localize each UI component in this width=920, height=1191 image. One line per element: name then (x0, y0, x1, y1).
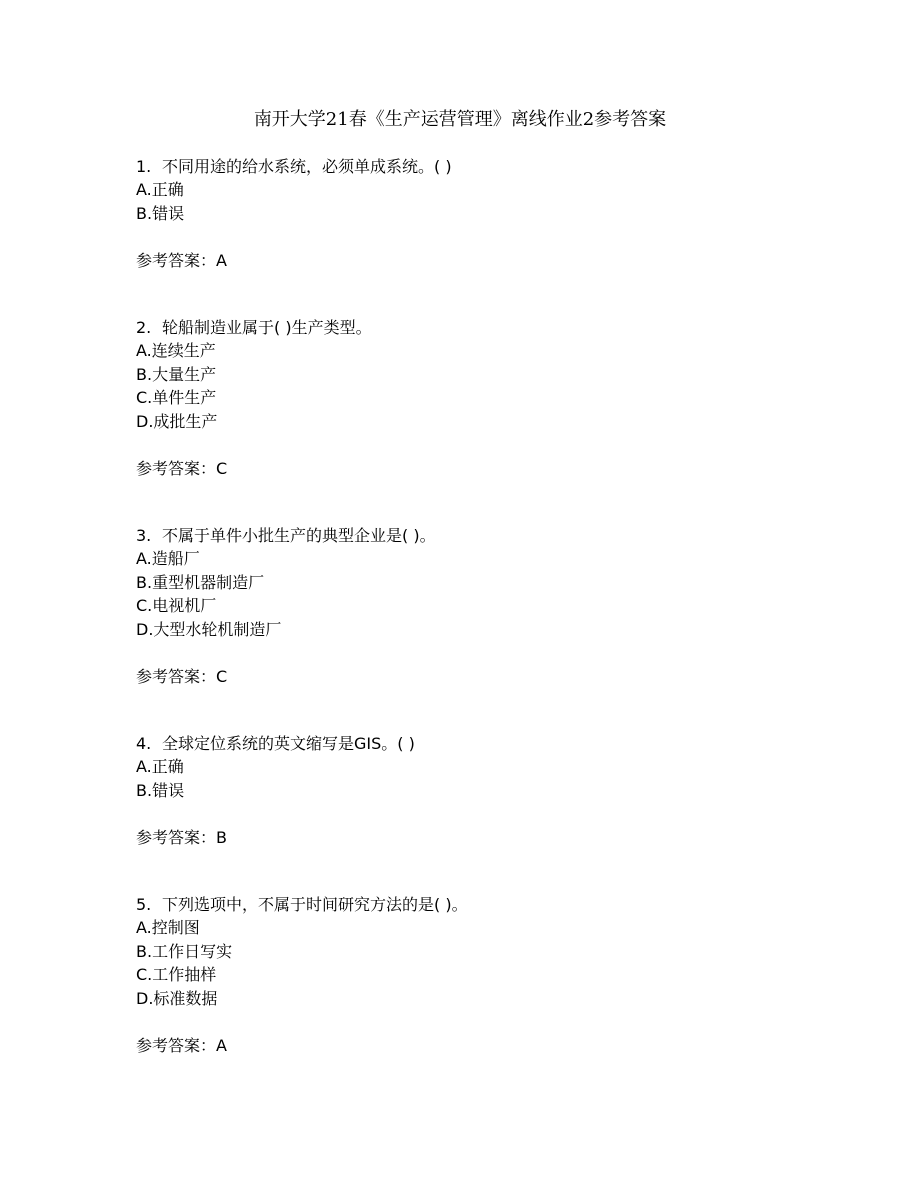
option-b: B.大量生产 (136, 364, 217, 384)
answer-label: 参考答案： (136, 458, 217, 478)
question-5 (136, 893, 468, 1057)
answer-line (136, 249, 452, 272)
option-b: B.工作日写实 (136, 941, 233, 961)
answer-value: C (216, 458, 228, 478)
option-b: B.重型机器制造厂 (136, 572, 265, 592)
question-1-stem (136, 155, 452, 178)
option-d: D.大型水轮机制造厂 (136, 619, 282, 639)
question-text: 下列选项中，不属于时间研究方法的是( )。 (162, 895, 468, 914)
option-c: C.电视机厂 (136, 596, 217, 616)
option-a: A.连续生产 (136, 341, 216, 361)
question-text: 不同用途的给水系统，必须单成系统。( ) (162, 157, 452, 176)
answer-label: 参考答案： (136, 828, 217, 848)
answer-value: A (216, 1035, 227, 1055)
option-b: B.错误 (136, 780, 185, 800)
answer-value: A (216, 251, 227, 271)
answer-line (136, 1034, 468, 1057)
question-number: 2. (136, 318, 152, 337)
question-3-stem (136, 524, 436, 547)
question-2 (136, 316, 372, 480)
question-text: 轮船制造业属于( )生产类型。 (162, 318, 372, 337)
question-number: 5. (136, 895, 152, 914)
question-text: 不属于单件小批生产的典型企业是( )。 (162, 526, 436, 545)
page-title: 南开大学21春《生产运营管理》离线作业2参考答案 (253, 109, 667, 130)
question-number: 1. (136, 157, 152, 176)
question-number: 3. (136, 526, 152, 545)
question-5-stem (136, 893, 468, 916)
answer-value: C (216, 666, 228, 686)
option-d: D.成批生产 (136, 411, 218, 431)
option-c: C.工作抽样 (136, 965, 217, 985)
option-c: C.单件生产 (136, 388, 217, 408)
question-4-stem (136, 732, 415, 755)
answer-label: 参考答案： (136, 251, 217, 271)
answer-line (136, 826, 415, 849)
answer-label: 参考答案： (136, 1035, 217, 1055)
question-number: 4. (136, 734, 152, 753)
answer-line (136, 457, 372, 480)
option-d: D.标准数据 (136, 988, 218, 1008)
question-3 (136, 524, 436, 688)
question-text: 全球定位系统的英文缩写是GIS。( ) (162, 734, 415, 753)
option-a: A.正确 (136, 180, 184, 200)
question-4 (136, 732, 415, 850)
option-a: A.正确 (136, 757, 184, 777)
answer-label: 参考答案： (136, 666, 217, 686)
answer-value: B (216, 828, 227, 848)
option-b: B.错误 (136, 203, 185, 223)
question-1 (136, 155, 452, 273)
option-a: A.造船厂 (136, 549, 200, 569)
option-a: A.控制图 (136, 918, 200, 938)
answer-line (136, 665, 436, 688)
question-2-stem (136, 316, 372, 339)
